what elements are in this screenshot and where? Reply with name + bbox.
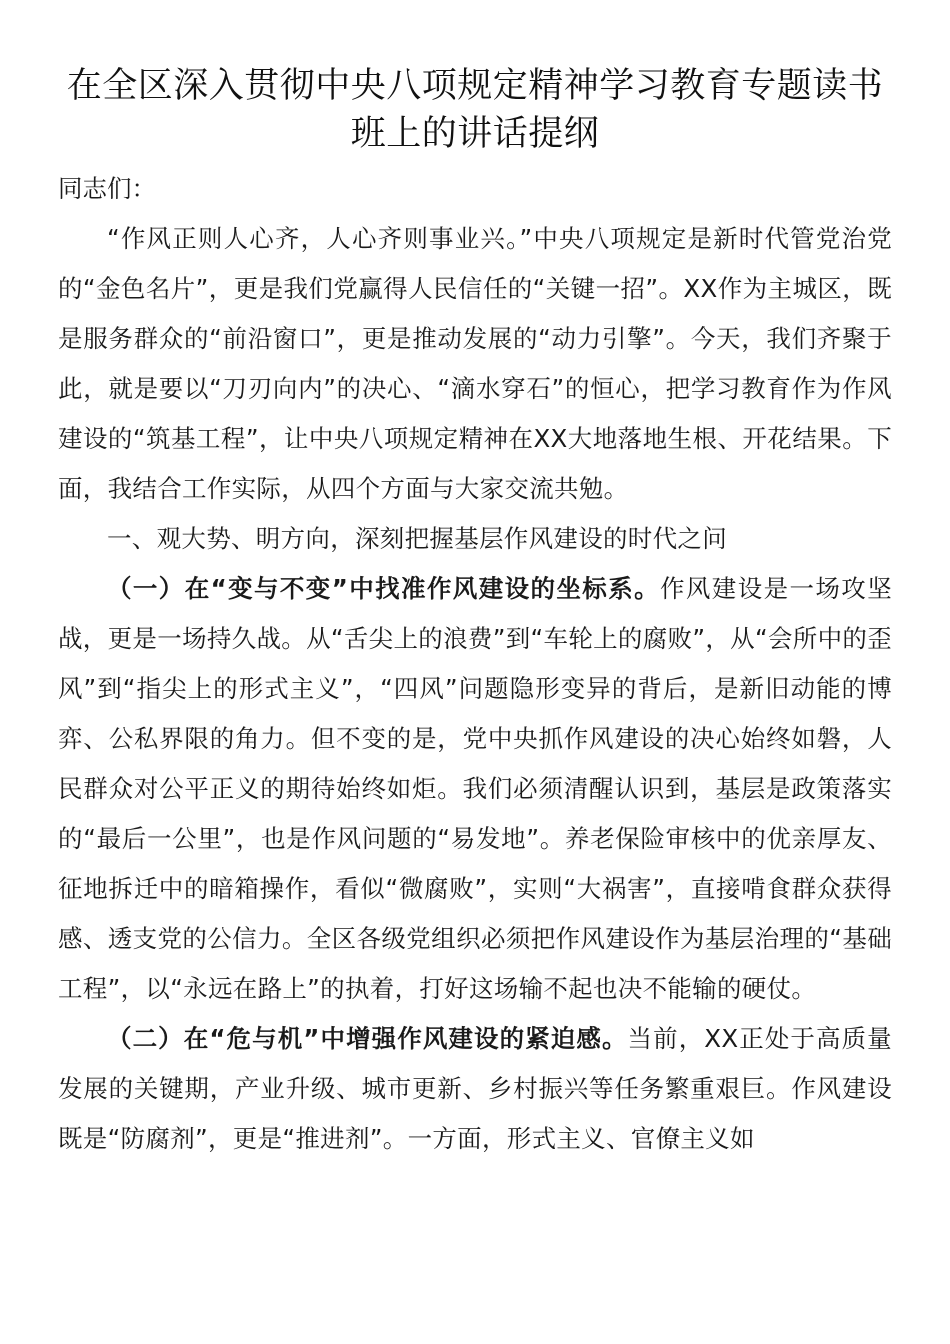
subsection-1-heading: （一）在“变与不变”中找准作风建设的坐标系。: [107, 574, 660, 603]
document-page: [58, 62, 892, 1164]
document-title: 在全区深入贯彻中央八项规定精神学习教育专题读书班上的讲话提纲: [66, 66, 884, 154]
section-1-heading: 一、观大势、明方向，深刻把握基层作风建设的时代之问: [107, 524, 727, 553]
subsection-2-heading: （二）在“危与机”中增强作风建设的紧迫感。: [107, 1024, 628, 1053]
subsection-1-paragraph: [58, 564, 892, 1014]
subsection-1-body: 作风建设是一场攻坚战，更是一场持久战。从“舌尖上的浪费”到“车轮上的腐败”，从“会所中的歪风”到“指尖上的形式主义”，“四风”问题隐形变异的背后，是新旧动能的博弈、公私界限的角力。但不变的是，党中央抓作风建设的决心始终如磐，人民群众对公平正义的期待始终如炬。我们必须清醒认识到，基层是政策落实的“最后一公里”，也是作风问题的“易发地”。养老保险审核中的优亲厚友、征地拆迁中的暗箱操作，看似“微腐败”，实则“大祸害”，直接啃食群众获得感、透支党的公信力。全区各级党组织必须把作风建设作为基层治理的“基础工程”，以“永远在路上”的执着，打好这场输不起也决不能输的硬仗。: [58, 574, 892, 1003]
subsection-2-paragraph: [58, 1014, 892, 1164]
subsection-2-body: 当前，XX正处于高质量发展的关键期，产业升级、城市更新、乡村振兴等任务繁重艰巨。作风建设既是“防腐剂”，更是“推进剂”。一方面，形式主义、官僚主义如: [58, 1024, 892, 1153]
greeting: 同志们：: [58, 174, 156, 203]
intro-paragraph: “作风正则人心齐，人心齐则事业兴。”中央八项规定是新时代管党治党的“金色名片”，更是我们党赢得人民信任的“关键一招”。XX作为主城区，既是服务群众的“前沿窗口”，更是推动发展的“动力引擎”。今天，我们齐聚于此，就是要以“刀刃向内”的决心、“滴水穿石”的恒心，把学习教育作为作风建设的“筑基工程”，让中央八项规定精神在XX大地落地生根、开花结果。下面，我结合工作实际，从四个方面与大家交流共勉。: [58, 224, 892, 503]
